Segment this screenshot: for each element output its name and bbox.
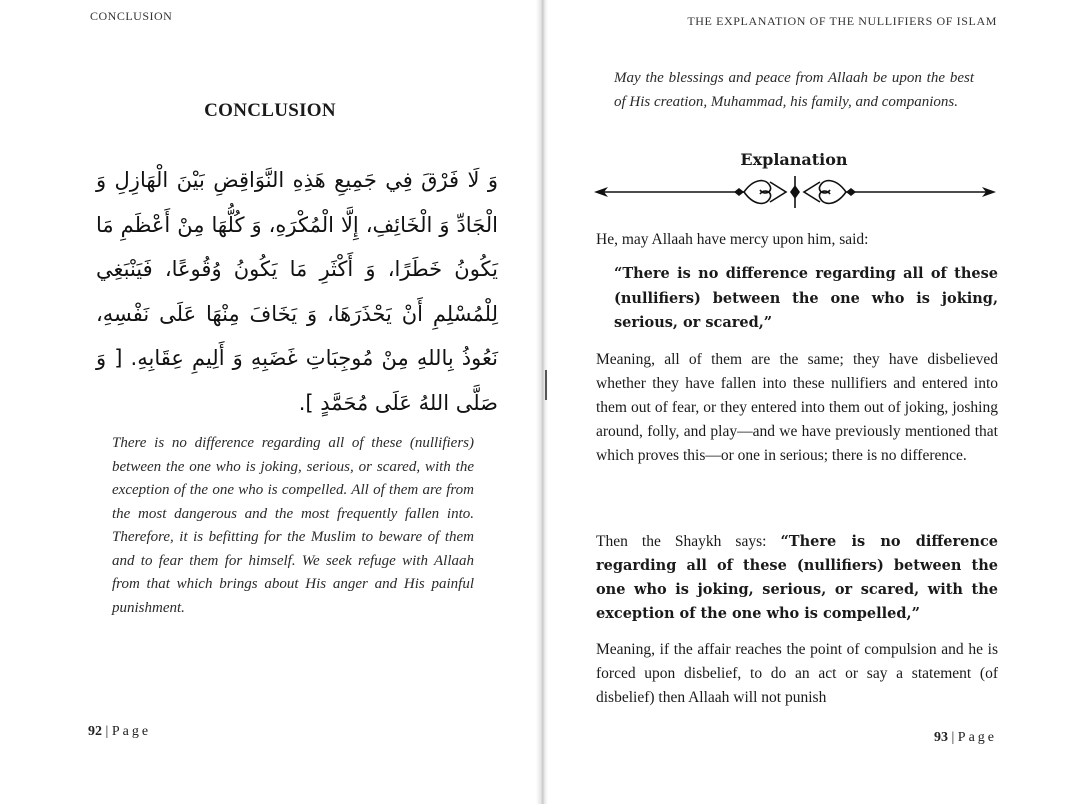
page-separator: | [105, 724, 109, 739]
ornament-divider-icon [594, 172, 996, 212]
page-separator: | [951, 730, 955, 745]
running-head-right: THE EXPLANATION OF THE NULLIFIERS OF ISLAM [687, 14, 997, 28]
arabic-text: وَ لَا فَرْقَ فِي جَمِيعِ هَذِهِ النَّوَاقِضِ بَيْنَ الْهَازِلِ وَ الْجَادِّ وَ الْخَائِفِ، إِلَّا الْمُكْرَهِ، وَ كُلُّهَا مِنْ أَعْظَمِ مَا يَكُونُ خَطَرًا، وَ أَكْثَرِ مَا يَكُونُ وُقُوعًا، فَيَنْبَغِي لِلْمُسْلِمِ أَنْ يَحْذَرَهَا، وَ يَخَافَ مِنْهَا عَلَى نَفْسِهِ، نَعُوذُ بِاللهِ مِنْ مُوجِبَاتِ غَضَبِهِ وَ أَلِيمِ عِقَابِهِ. [ وَ صَلَّى اللهُ عَلَى مُحَمَّدٍ ]. [96, 168, 498, 415]
shaykh-intro: Then the Shaykh says: [596, 533, 767, 550]
section-heading: Explanation [740, 150, 848, 169]
running-head-left: CONCLUSION [90, 9, 173, 23]
page-number: 93 [933, 730, 948, 745]
chapter-title: CONCLUSION [204, 100, 336, 121]
page-word: Page [111, 724, 152, 739]
page-number-right [934, 730, 997, 746]
translation-text: There is no difference regarding all of these (nullifiers) between the one who is joking, serious, or scared, with the exception of the one who is compelled. All of them are from the most dangerous and the most frequently fallen into. Therefore, it is befitting for the Muslim to beware of them and to fear them for himself. We seek refuge with Allaah from that which brings about His anger and His painful punishment. [112, 435, 474, 616]
shaykh-paragraph [596, 530, 998, 626]
blessing-text: May the blessings and peace from Allaah be upon the best of His creation, Muhammad, his family, and companions. [614, 70, 974, 110]
page-number: 92 [88, 724, 102, 739]
quote-2: “There is no difference regarding all of these (nullifiers) between the one who is joking, serious, or scared, with the exception of the one who is compelled,” [596, 533, 998, 622]
meaning-paragraph-1: Meaning, all of them are the same; they have disbelieved whether they have fallen into these nullifiers and entered into them out of fear, or they entered into them out of joking, joshing around, folly, and play—and we have previously mentioned that which proves this—or one in serious; there is no difference. [596, 351, 998, 464]
intro-line: He, may Allaah have mercy upon him, said: [596, 231, 869, 248]
page-word: Page [957, 730, 997, 745]
quote-1: “There is no difference regarding all of these (nullifiers) between the one who is joking, serious, or scared,” [614, 265, 998, 331]
meaning-paragraph-2: Meaning, if the affair reaches the point of compulsion and he is forced upon disbelief, to do an act or say a statement (of disbelief) then Allaah will not punish [596, 641, 998, 706]
page-number-left [88, 724, 151, 740]
right-page [546, 0, 1067, 804]
